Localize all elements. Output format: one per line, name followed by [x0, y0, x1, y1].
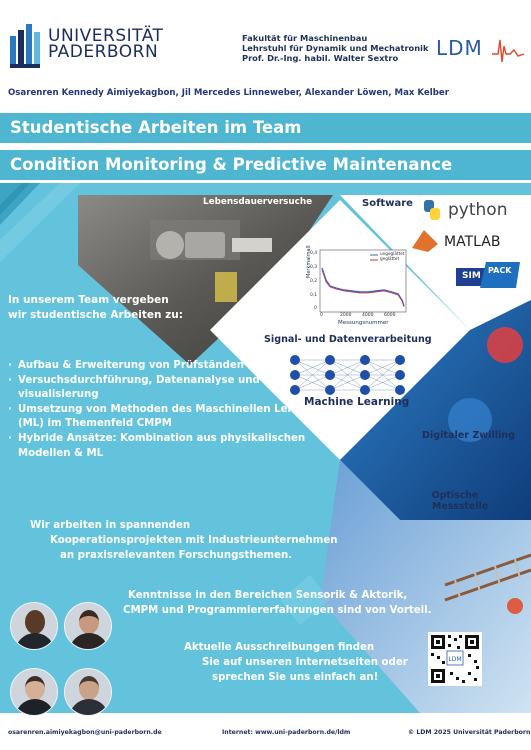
footer-email[interactable]: osarenren.aimiyekagbon@uni-paderborn.de: [8, 729, 162, 736]
faculty-line1: Fakultät für Maschinenbau: [242, 33, 368, 43]
footer-copyright: © LDM 2025 Universität Paderborn: [408, 729, 531, 736]
university-line2: PADERBORN: [48, 42, 159, 62]
intro-line2: wir studentische Arbeiten zu:: [8, 309, 183, 321]
para1-line3: an praxisrelevanten Forschungsthemen.: [60, 550, 293, 561]
mini-chart-legend-2: geglättet: [380, 256, 400, 261]
list-item: · Hybride Ansätze: Kombination aus physikalischen Modellen & ML: [8, 432, 338, 461]
label-simpack-pack: PACK: [488, 266, 512, 275]
paragraph-cooperation: [30, 518, 460, 563]
mini-chart-legend-1: ungeglättet: [380, 251, 405, 256]
para3-line3: sprechen Sie uns einfach an!: [212, 672, 379, 683]
faculty-line2: Lehrstuhl für Dynamik und Mechatronik: [242, 43, 429, 53]
title-secondary: Condition Monitoring & Predictive Maintenance: [0, 150, 531, 180]
label-matlab: MATLAB: [444, 234, 501, 250]
university-name: [48, 28, 163, 60]
intro-text: [8, 293, 183, 323]
label-zwilling: Digitaler Zwilling: [422, 430, 516, 441]
para3-line1: Aktuelle Ausschreibungen finden: [184, 642, 375, 653]
mini-chart-xtick-4: 6000: [384, 313, 396, 318]
label-ml: Machine Learning: [304, 396, 410, 408]
list-item: · Versuchsdurchführung, Datenanalyse und -visualisierung: [8, 374, 338, 403]
intro-line1: In unserem Team vergeben: [8, 294, 169, 306]
avatar: [10, 602, 58, 650]
label-optisch-line2: Messstelle: [432, 501, 489, 512]
mini-chart-ytick-4: 0,1: [310, 293, 318, 298]
label-optisch-line1: Optische: [431, 490, 479, 501]
avatar: [10, 668, 58, 716]
para2-line2: CMPM und Programmiererfahrungen sind von Vorteil.: [123, 605, 432, 616]
authors: Osarenren Kennedy Aimiyekagbon, Jil Mercedes Linneweber, Alexander Löwen, Max Kelber: [8, 88, 449, 98]
label-simpack-sim: SIM: [462, 271, 481, 281]
topic-list: [8, 359, 338, 461]
avatar: [64, 602, 112, 650]
mini-chart-ytick-2: 0,3: [310, 265, 318, 270]
list-item: · Umsetzung von Methoden des Maschinellen Lernens (ML) im Themenfeld CMPM: [8, 403, 338, 432]
faculty-block: [242, 33, 429, 63]
footer-internet[interactable]: Internet: www.uni-paderborn.de/ldm: [222, 729, 351, 736]
mini-chart-ytick-5: 0: [314, 306, 317, 311]
para3-line2: Sie auf unseren Internetseiten oder: [202, 657, 408, 668]
para2-line1: Kenntnisse in den Bereichen Sensorik & Aktorik,: [128, 590, 408, 601]
list-item: · Aufbau & Erweiterung von Prüfständen: [8, 359, 338, 374]
mini-chart-xlabel: Messungsnummer: [338, 320, 389, 326]
university-line1: UNIVERSITÄT: [48, 26, 164, 46]
mini-chart-xtick-3: 4000: [362, 313, 374, 318]
footer: [0, 718, 531, 750]
avatar: [64, 668, 112, 716]
label-signal: Signal- und Datenverarbeitung: [264, 334, 432, 345]
mini-chart-xtick-1: 0: [320, 313, 323, 318]
mini-chart-ytick-3: 0,2: [310, 279, 318, 284]
label-optisch: [422, 490, 488, 512]
svg-text:LDM: LDM: [448, 656, 462, 663]
label-python: python: [448, 200, 508, 220]
qr-code-icon[interactable]: [428, 632, 482, 686]
mini-chart-ytick-1: 0,4: [310, 251, 318, 256]
label-lebensdauer: Lebensdauerversuche: [203, 197, 313, 207]
mini-chart-xtick-2: 2000: [340, 313, 352, 318]
para1-line2: Kooperationsprojekten mit Industrieunternehmen: [50, 535, 338, 546]
ldm-logo-text: LDM: [436, 36, 483, 60]
faculty-line3: Prof. Dr.-Ing. habil. Walter Sextro: [242, 53, 399, 63]
mini-chart-ylabel: Merkmalmaß: [306, 245, 312, 278]
paragraph-contact: [184, 640, 424, 685]
paragraph-skills: [123, 588, 528, 618]
title-primary: Studentische Arbeiten im Team: [0, 113, 531, 143]
label-software: Software: [362, 198, 413, 209]
para1-line1: Wir arbeiten in spannenden: [30, 520, 191, 531]
